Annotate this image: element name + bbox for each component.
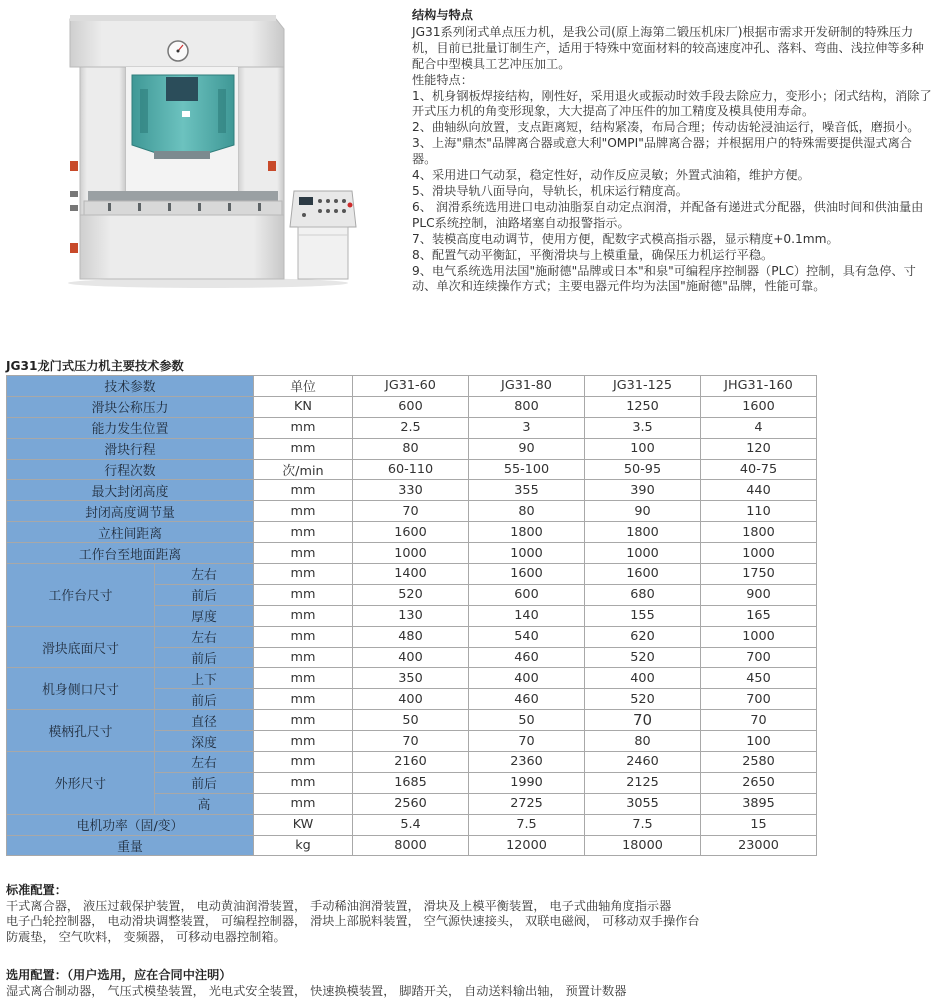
- standard-config-line: 电子凸轮控制器， 电动滑块调整装置， 可编程控制器， 滑块上部脱料装置， 空气源快速接头， 双联电磁阀， 可移动双手操作台: [6, 914, 700, 929]
- row-unit: kg: [254, 835, 353, 856]
- row-unit: mm: [254, 689, 353, 710]
- row-unit: mm: [254, 480, 353, 501]
- standard-config: [6, 883, 756, 945]
- row-value: 100: [701, 731, 817, 752]
- row-value: 700: [701, 647, 817, 668]
- row-label: 滑块公称压力: [7, 396, 254, 417]
- row-value: 2360: [469, 752, 585, 773]
- row-value: 350: [353, 668, 469, 689]
- row-sub-label: 高: [155, 793, 254, 814]
- row-value: 540: [469, 626, 585, 647]
- features-heading: 性能特点：: [412, 72, 473, 87]
- row-label: 行程次数: [7, 459, 254, 480]
- table-header-row: [7, 376, 817, 397]
- row-value: 1000: [701, 626, 817, 647]
- row-value: 2650: [701, 772, 817, 793]
- row-value: 1990: [469, 772, 585, 793]
- row-value: 100: [585, 438, 701, 459]
- row-value: 120: [701, 438, 817, 459]
- row-value: 2125: [585, 772, 701, 793]
- pressure-gauge-icon: [168, 41, 188, 61]
- feature-item: 3、上海"鼎杰"品牌离合器或意大利"OMPI"品牌离合器；并根据用户的特殊需要提供湿式离合器。: [412, 136, 912, 167]
- row-value: 520: [353, 584, 469, 605]
- row-sub-label: 前后: [155, 689, 254, 710]
- table-row: [7, 752, 817, 773]
- row-unit: mm: [254, 501, 353, 522]
- row-value: 460: [469, 689, 585, 710]
- row-sub-label: 前后: [155, 772, 254, 793]
- row-value: 520: [585, 689, 701, 710]
- row-value: 400: [353, 647, 469, 668]
- row-value: 1250: [585, 396, 701, 417]
- row-unit: mm: [254, 438, 353, 459]
- row-label: 立柱间距离: [7, 522, 254, 543]
- row-sub-label: 上下: [155, 668, 254, 689]
- feature-item: 2、曲轴纵向放置，支点距离短，结构紧凑，布局合理；传动齿轮浸油运行，噪音低，磨损小。: [412, 120, 920, 135]
- row-unit: mm: [254, 668, 353, 689]
- row-sub-label: 左右: [155, 752, 254, 773]
- row-value: 800: [469, 396, 585, 417]
- standard-config-heading: 标准配置：: [6, 883, 67, 897]
- row-unit: mm: [254, 605, 353, 626]
- table-row: [7, 668, 817, 689]
- feature-item: 4、采用进口气动泵，稳定性好，动作反应灵敏；外置式油箱，维护方便。: [412, 168, 810, 183]
- row-sub-label: 前后: [155, 584, 254, 605]
- row-value: 520: [585, 647, 701, 668]
- feature-item: 7、装模高度电动调节，使用方便，配数字式模高指示器，显示精度+0.1mm。: [412, 231, 839, 246]
- table-row: [7, 626, 817, 647]
- row-value: 390: [585, 480, 701, 501]
- standard-config-line: 干式离合器， 液压过载保护装置， 电动黄油润滑装置， 手动稀油润滑装置， 滑块及上模平衡装置， 电子式曲轴角度指示器: [6, 898, 672, 913]
- feature-item: 8、配置气动平衡缸，平衡滑块与上模重量，确保压力机运行平稳。: [412, 247, 774, 262]
- row-value: 7.5: [585, 814, 701, 835]
- row-label: 能力发生位置: [7, 417, 254, 438]
- row-unit: mm: [254, 543, 353, 564]
- row-value: 1600: [701, 396, 817, 417]
- row-value: 900: [701, 584, 817, 605]
- header-model: JG31-80: [469, 376, 585, 397]
- row-value: 110: [701, 501, 817, 522]
- row-value: 90: [585, 501, 701, 522]
- row-label: 封闭高度调节量: [7, 501, 254, 522]
- row-sub-label: 前后: [155, 647, 254, 668]
- row-value: 1600: [585, 564, 701, 585]
- row-value: 2.5: [353, 417, 469, 438]
- row-group-label: 模柄孔尺寸: [7, 710, 155, 752]
- row-value: 2460: [585, 752, 701, 773]
- row-value: 1600: [353, 522, 469, 543]
- row-value: 90: [469, 438, 585, 459]
- row-value: 440: [701, 480, 817, 501]
- row-group-label: 机身侧口尺寸: [7, 668, 155, 710]
- row-value: 165: [701, 605, 817, 626]
- row-value: 1685: [353, 772, 469, 793]
- row-value: 2725: [469, 793, 585, 814]
- row-value: 1600: [469, 564, 585, 585]
- row-value: 1800: [701, 522, 817, 543]
- row-value: 8000: [353, 835, 469, 856]
- row-unit: mm: [254, 731, 353, 752]
- control-cabinet-illustration: [290, 191, 356, 279]
- table-row: [7, 501, 817, 522]
- row-value: 1000: [585, 543, 701, 564]
- row-unit: mm: [254, 584, 353, 605]
- row-value: 620: [585, 626, 701, 647]
- row-value: 700: [701, 689, 817, 710]
- row-value: 70: [469, 731, 585, 752]
- row-value: 400: [469, 668, 585, 689]
- intro-heading: 结构与特点: [412, 8, 473, 22]
- row-value: 460: [469, 647, 585, 668]
- header-param: 技术参数: [7, 376, 254, 397]
- row-value: 70: [353, 731, 469, 752]
- row-value: 1750: [701, 564, 817, 585]
- row-value: 5.4: [353, 814, 469, 835]
- row-value: 2160: [353, 752, 469, 773]
- press-machine-illustration: [58, 5, 362, 290]
- table-row: [7, 459, 817, 480]
- feature-item: 1、机身钢板焊接结构，刚性好，采用退火或振动时效手段去除应力，变形小；闭式结构，消除了开式压力机的角变形现象，大大提高了冲压件的加工精度及模具使用寿命。: [412, 88, 932, 119]
- row-group-label: 外形尺寸: [7, 752, 155, 815]
- header-model: JG31-125: [585, 376, 701, 397]
- row-value: 18000: [585, 835, 701, 856]
- table-row: [7, 814, 817, 835]
- row-label: 重量: [7, 835, 254, 856]
- optional-config-line: 湿式离合制动器， 气压式模垫装置， 光电式安全装置， 快速换模装置， 脚踏开关， 自动送料输出轴， 预置计数器: [6, 983, 627, 998]
- row-value: 80: [585, 731, 701, 752]
- row-value: 480: [353, 626, 469, 647]
- row-sub-label: 左右: [155, 626, 254, 647]
- row-unit: 次/min: [254, 459, 353, 480]
- table-row: [7, 835, 817, 856]
- row-unit: mm: [254, 417, 353, 438]
- row-value: 55-100: [469, 459, 585, 480]
- spec-table: [6, 375, 817, 856]
- row-value: 3895: [701, 793, 817, 814]
- row-value: 15: [701, 814, 817, 835]
- header-unit: 单位: [254, 376, 353, 397]
- row-sub-label: 厚度: [155, 605, 254, 626]
- row-value: 1800: [469, 522, 585, 543]
- row-unit: mm: [254, 752, 353, 773]
- row-unit: mm: [254, 647, 353, 668]
- row-value: 7.5: [469, 814, 585, 835]
- row-value: 1400: [353, 564, 469, 585]
- row-value: 80: [469, 501, 585, 522]
- row-label: 电机功率（固/变）: [7, 814, 254, 835]
- row-value: 600: [469, 584, 585, 605]
- table-row: [7, 522, 817, 543]
- table-row: [7, 396, 817, 417]
- row-value: 70: [701, 710, 817, 731]
- row-unit: mm: [254, 772, 353, 793]
- row-unit: mm: [254, 793, 353, 814]
- row-value: 80: [353, 438, 469, 459]
- row-value: 140: [469, 605, 585, 626]
- row-label: 工作台至地面距离: [7, 543, 254, 564]
- row-group-label: 工作台尺寸: [7, 564, 155, 627]
- row-value: 1800: [585, 522, 701, 543]
- row-value: 1000: [469, 543, 585, 564]
- row-value: 60-110: [353, 459, 469, 480]
- row-value: 2560: [353, 793, 469, 814]
- table-row: [7, 480, 817, 501]
- row-unit: mm: [254, 710, 353, 731]
- table-title: JG31龙门式压力机主要技术参数: [6, 359, 184, 373]
- row-value: 400: [353, 689, 469, 710]
- row-label: 最大封闭高度: [7, 480, 254, 501]
- table-row: [7, 438, 817, 459]
- row-value: 600: [353, 396, 469, 417]
- row-value: 155: [585, 605, 701, 626]
- feature-item: 9、电气系统选用法国"施耐德"品牌或日本"和泉"可编程序控制器（PLC）控制，具有急停、寸动、单次和连续操作方式；主要电器元件均为法国"施耐德"品牌，性能可靠。: [412, 263, 916, 294]
- row-value: 3055: [585, 793, 701, 814]
- row-value: 680: [585, 584, 701, 605]
- row-value: 3.5: [585, 417, 701, 438]
- header-model: JG31-60: [353, 376, 469, 397]
- row-unit: mm: [254, 626, 353, 647]
- optional-config-heading: 选用配置：（用户选用，应在合同中注明）: [6, 968, 232, 982]
- row-value: 70: [353, 501, 469, 522]
- row-value: 1000: [701, 543, 817, 564]
- row-value: 70: [585, 710, 701, 731]
- row-value: 4: [701, 417, 817, 438]
- intro-paragraph: JG31系列闭式单点压力机，是我公司(原上海第二锻压机床厂)根据市需求开发研制的特殊压力机，目前已批量订制生产，适用于特殊中宽面材料的较高速度冲孔、落料、弯曲、浅拉伸等多种配合中型模具工艺冲压加工。: [412, 24, 924, 71]
- row-value: 2580: [701, 752, 817, 773]
- row-unit: mm: [254, 522, 353, 543]
- row-value: 50-95: [585, 459, 701, 480]
- row-value: 12000: [469, 835, 585, 856]
- intro-section: [412, 8, 934, 295]
- row-value: 40-75: [701, 459, 817, 480]
- row-unit: KW: [254, 814, 353, 835]
- row-sub-label: 左右: [155, 564, 254, 585]
- row-value: 400: [585, 668, 701, 689]
- row-value: 1000: [353, 543, 469, 564]
- optional-config: [6, 968, 926, 999]
- header-model: JHG31-160: [701, 376, 817, 397]
- row-value: 3: [469, 417, 585, 438]
- row-value: 450: [701, 668, 817, 689]
- row-value: 23000: [701, 835, 817, 856]
- table-row: [7, 564, 817, 585]
- feature-item: 6、 润滑系统选用进口电动油脂泵自动定点润滑，并配备有递进式分配器，供油时间和供油量由PLC系统控制，油路堵塞自动报警指示。: [412, 199, 924, 230]
- row-group-label: 滑块底面尺寸: [7, 626, 155, 668]
- row-unit: KN: [254, 396, 353, 417]
- table-row: [7, 417, 817, 438]
- row-unit: mm: [254, 564, 353, 585]
- row-sub-label: 直径: [155, 710, 254, 731]
- row-sub-label: 深度: [155, 731, 254, 752]
- row-value: 355: [469, 480, 585, 501]
- row-value: 130: [353, 605, 469, 626]
- standard-config-line: 防震垫， 空气吹料， 变频器， 可移动电器控制箱。: [6, 929, 286, 944]
- row-label: 滑块行程: [7, 438, 254, 459]
- feature-item: 5、滑块导轨八面导向，导轨长，机床运行精度高。: [412, 183, 688, 198]
- table-row: [7, 543, 817, 564]
- table-row: [7, 710, 817, 731]
- row-value: 50: [469, 710, 585, 731]
- row-value: 330: [353, 480, 469, 501]
- row-value: 50: [353, 710, 469, 731]
